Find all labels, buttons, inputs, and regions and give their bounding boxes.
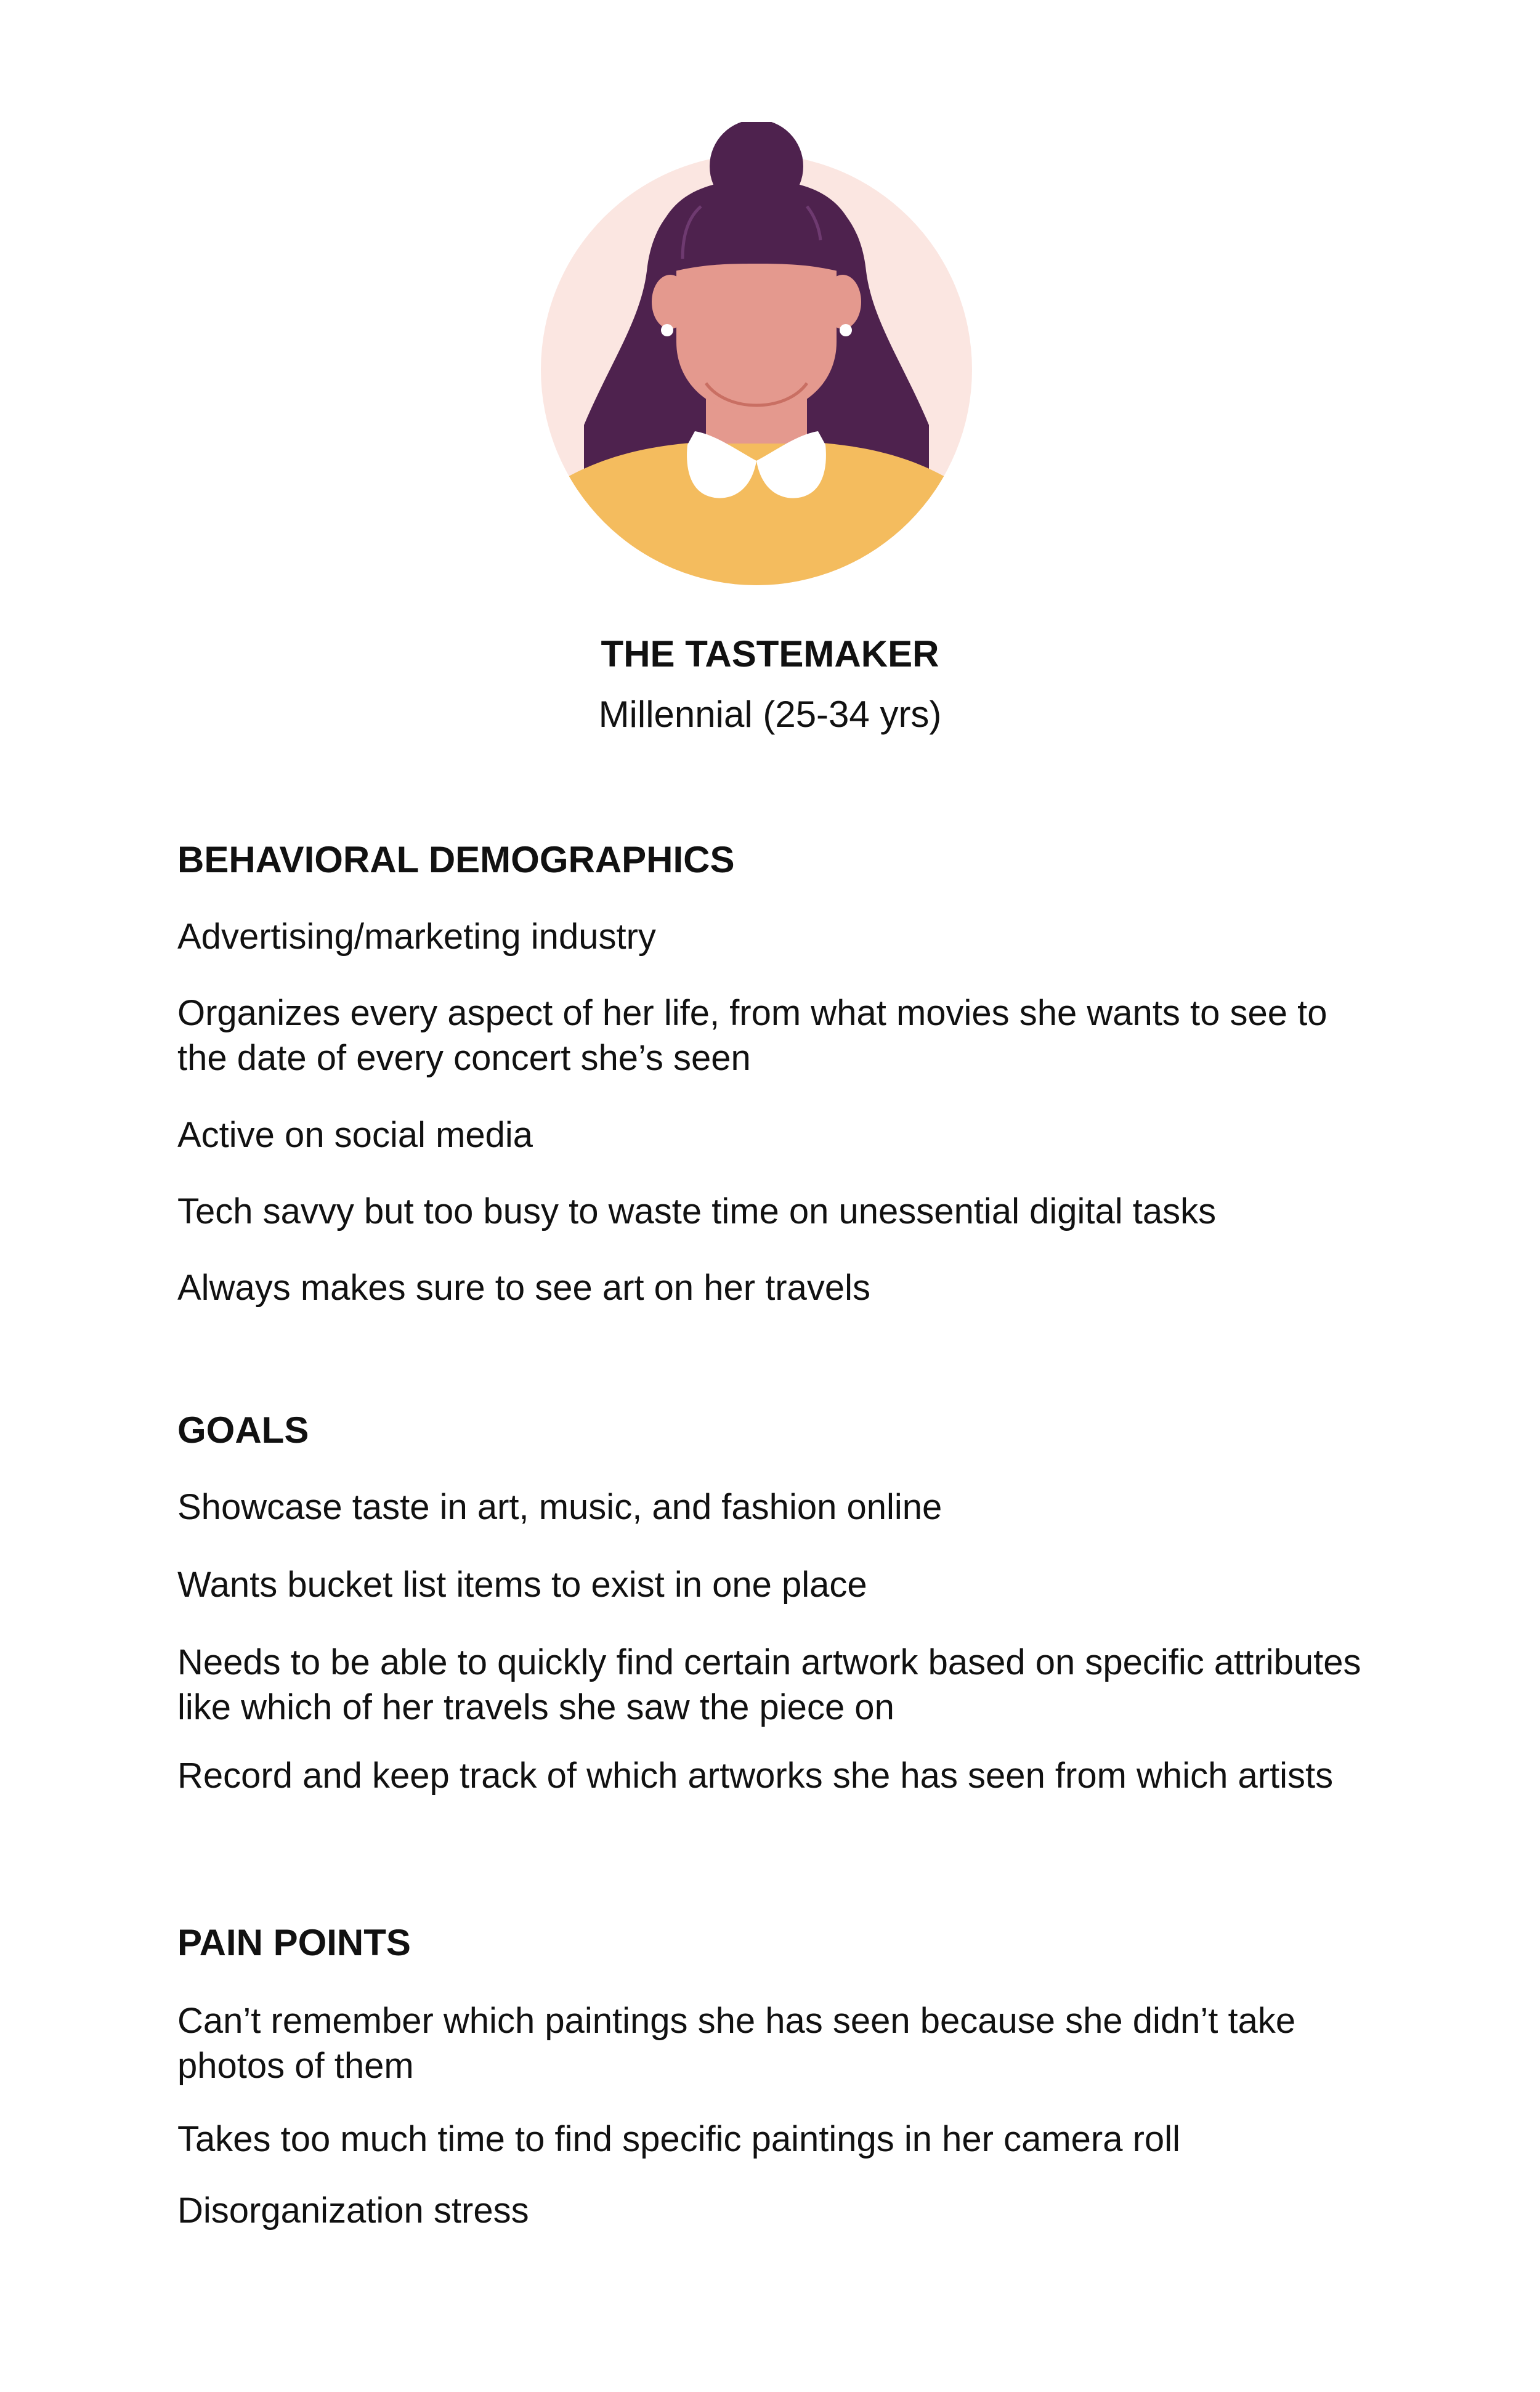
pain-points-heading: PAIN POINTS xyxy=(177,1922,411,1963)
goals-item: Needs to be able to quickly find certain artwork based on specific attributes like which of her travels she saw the piece on xyxy=(177,1642,1361,1727)
pain-point-item: Disorganization stress xyxy=(177,2191,529,2231)
goals-item: Record and keep track of which artworks she has seen from which artists xyxy=(177,1756,1334,1796)
behavioral-item: Always makes sure to see art on her travels xyxy=(177,1268,871,1308)
goals-item: Wants bucket list items to exist in one place xyxy=(177,1565,867,1605)
behavioral-demographics-heading: BEHAVIORAL DEMOGRAPHICS xyxy=(177,839,735,880)
behavioral-item: Advertising/marketing industry xyxy=(177,917,656,957)
goals-item: Showcase taste in art, music, and fashion online xyxy=(177,1487,942,1527)
behavioral-item: Tech savvy but too busy to waste time on unessential digital tasks xyxy=(177,1191,1217,1231)
pain-point-item: Can’t remember which paintings she has seen because she didn’t take photos of them xyxy=(177,2001,1296,2086)
avatar-illustration xyxy=(539,122,973,587)
avatar-earring-left xyxy=(661,324,673,336)
avatar-earring-right xyxy=(840,324,852,336)
avatar-face xyxy=(676,262,837,414)
behavioral-item: Organizes every aspect of her life, from what movies she wants to see to the date of every concert she’s seen xyxy=(177,993,1327,1078)
persona-age-group: Millennial (25-34 yrs) xyxy=(598,694,942,735)
pain-point-item: Takes too much time to find specific paintings in her camera roll xyxy=(177,2119,1180,2159)
goals-heading: GOALS xyxy=(177,1409,309,1451)
persona-avatar xyxy=(539,122,973,587)
persona-name: THE TASTEMAKER xyxy=(601,633,939,675)
behavioral-item: Active on social media xyxy=(177,1115,533,1155)
